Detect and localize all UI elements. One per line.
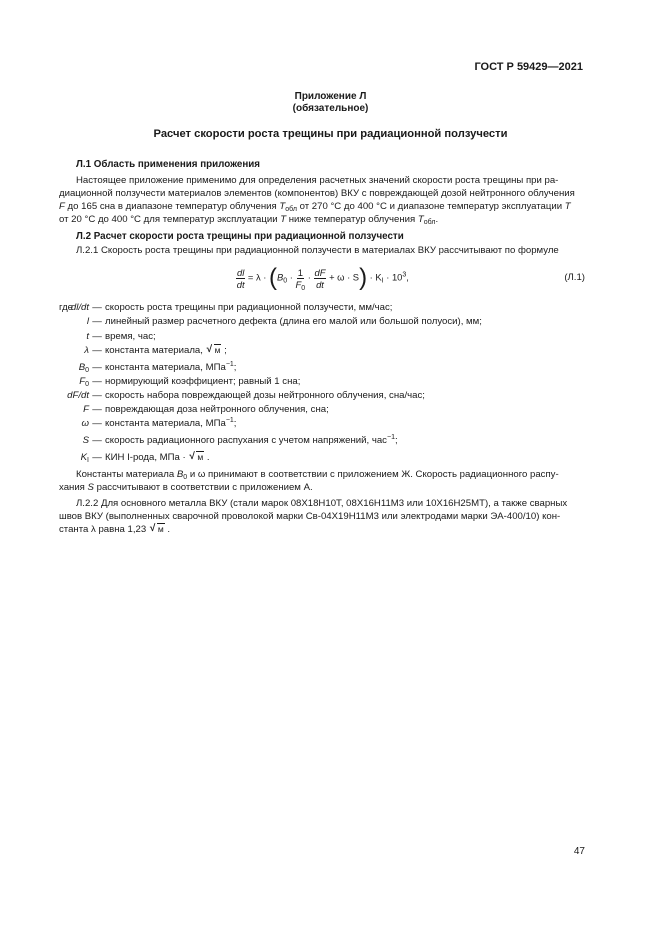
sub: 0 xyxy=(183,474,188,481)
paragraph-2-2-line-2: швов ВКУ (выполненных сварочной проволокой марки Св-04Х19Н11М3 или электродами марки ЭА-400/10) кон- xyxy=(59,511,561,522)
legend-symbol: l xyxy=(86,316,89,327)
legend-description: линейный размер расчетного дефекта (длина его малой или большой полуоси), мм; xyxy=(105,316,482,327)
symbol-T-obl: T xyxy=(417,214,424,225)
sqrt-m: √ м xyxy=(149,523,164,534)
B0: B xyxy=(176,469,184,480)
dt: dt xyxy=(316,278,324,290)
formula-power: · 10 xyxy=(386,271,403,283)
section-1-line-2: диационной ползучести материалов элементов (компонентов) ВКУ с повреждающей дозой нейтронного облучения xyxy=(59,188,575,199)
legend-symbol: $K_I$ xyxy=(80,452,89,464)
formula-K: · K xyxy=(369,271,382,283)
legend-description: константа материала, √ м ; xyxy=(105,344,227,356)
legend-symbol: S xyxy=(82,435,89,446)
section-1-line-3 xyxy=(59,201,584,212)
text: станта λ равна 1,23 xyxy=(59,524,147,535)
legend-dash: — xyxy=(92,404,102,415)
text: рассчитывают в соответствии с приложением А. xyxy=(93,482,313,493)
legend-dash: — xyxy=(92,302,102,313)
legend-dash: — xyxy=(92,452,102,463)
formula-B: B xyxy=(277,271,284,283)
text: от 20 °С до 400 °С для температур эксплуатации xyxy=(59,214,281,225)
sup: 3 xyxy=(402,271,407,279)
S: S xyxy=(87,482,94,493)
text: ниже температур облучения xyxy=(286,214,418,225)
legend-description: константа материала, МПа$^{-1}$; xyxy=(105,417,237,429)
standard-number: ГОСТ Р 59429—2021 xyxy=(474,61,583,73)
sub: 0 xyxy=(283,277,288,285)
constants-line-2 xyxy=(59,482,584,493)
legend-description: нормирующий коэффициент; равный 1 сна; xyxy=(105,376,301,387)
legend-dash: — xyxy=(92,376,102,387)
legend-dash: — xyxy=(92,316,102,327)
text: от 270 °С до 400 °С и диапазоне температур эксплуатации xyxy=(296,201,565,212)
symbol-F: F xyxy=(59,201,65,212)
legend-symbol: $F_0$ xyxy=(79,376,89,388)
formula-L1 xyxy=(236,264,409,296)
legend-symbol: t xyxy=(86,331,89,342)
legend-description: скорость роста трещины при радиационной ползучести, мм/час; xyxy=(105,302,393,313)
constants-line-1 xyxy=(76,469,601,480)
appendix-status: (обязательное) xyxy=(292,103,369,114)
text: до 165 сна в диапазоне температур облучения xyxy=(67,201,280,212)
formula-inv-F0 xyxy=(296,267,306,290)
comma: , xyxy=(406,271,409,283)
dF: dF xyxy=(314,266,326,278)
section-2-paragraph-1: Л.2.1 Скорость роста трещины при радиационной ползучести в материалах ВКУ рассчитывают по формуле xyxy=(76,245,559,256)
section-1-heading: Л.1 Область применения приложения xyxy=(76,159,261,170)
sub: 0 xyxy=(301,284,306,292)
subscript: обл xyxy=(423,219,436,226)
legend-description: время, час; xyxy=(105,331,156,342)
sub: I xyxy=(381,277,384,285)
legend-symbol: F xyxy=(83,404,89,415)
symbol-T: T xyxy=(280,214,287,225)
dot: · xyxy=(289,271,293,283)
symbol-T: T xyxy=(564,201,571,212)
paragraph-2-2-line-1: Л.2.2 Для основного металла ВКУ (стали марок 08Х18Н10Т, 08Х16Н11М3 или 10Х16Н25МТ), а также сварных xyxy=(76,498,568,509)
appendix-title: Приложение Л xyxy=(294,91,367,102)
text: . xyxy=(167,524,171,535)
sqrt-m: √ м xyxy=(206,344,221,355)
where-label: где xyxy=(59,302,74,313)
formula-lhs xyxy=(236,267,245,290)
legend-dash: — xyxy=(92,418,102,429)
text: Константы материала xyxy=(76,469,177,480)
text: хания xyxy=(59,482,88,493)
dot: · xyxy=(307,271,311,283)
legend-symbol: $B_0$ xyxy=(78,362,89,374)
legend-dash: — xyxy=(92,345,102,356)
legend-description: константа материала, МПа$^{-1}$; xyxy=(105,361,237,373)
page-number: 47 xyxy=(573,846,585,857)
legend-description: повреждающая доза нейтронного облучения, сна; xyxy=(105,404,329,415)
legend-dash: — xyxy=(92,331,102,342)
legend-symbol: dl/dt xyxy=(70,302,89,313)
legend-description: скорость набора повреждающей дозы нейтронного облучения, сна/час; xyxy=(105,390,425,401)
formula-number: (Л.1) xyxy=(564,272,585,283)
sqrt-m: √ м xyxy=(189,451,204,462)
lhs-num: dl xyxy=(237,266,245,278)
section-1-line-4: от 20 °С до 400 °С для температур эксплуатации T ниже температур облучения $T_{обл}$. xyxy=(59,214,439,226)
legend-symbol: dF/dt xyxy=(67,390,89,401)
appendix-heading: Расчет скорости роста трещины при радиационной ползучести xyxy=(153,128,508,140)
paren-close: ) xyxy=(359,264,368,291)
symbol-T-obl: T xyxy=(279,201,286,212)
formula-plus-term: + ω · S xyxy=(329,271,360,283)
formula-dFdt xyxy=(314,267,327,290)
legend-dash: — xyxy=(92,362,102,373)
num: 1 xyxy=(297,266,303,278)
sqrt-arg: м xyxy=(157,524,164,534)
legend-dash: — xyxy=(92,390,102,401)
section-2-heading: Л.2 Расчет скорости роста трещины при радиационной ползучести xyxy=(76,231,404,242)
legend-description: скорость радиационного распухания с учетом напряжений, час$^{-1}$; xyxy=(105,434,398,446)
paragraph-2-2-line-3 xyxy=(59,524,584,535)
text: и ω принимают в соответствии с приложением Ж. Скорость радиационного распу- xyxy=(187,469,559,480)
subscript: обл xyxy=(285,206,297,213)
lhs-den: dt xyxy=(236,278,245,290)
paren-open: ( xyxy=(269,264,278,291)
F0: F xyxy=(295,278,302,290)
legend-symbol: λ xyxy=(84,345,89,356)
legend-description: КИН I-рода, МПа · √ м . xyxy=(105,451,210,463)
formula-eq: = λ · xyxy=(247,271,267,283)
section-1-line-1: Настоящее приложение применимо для определения расчетных значений скорости роста трещины при ра- xyxy=(76,175,559,186)
legend-symbol: ω xyxy=(81,418,89,429)
legend-dash: — xyxy=(92,435,102,446)
